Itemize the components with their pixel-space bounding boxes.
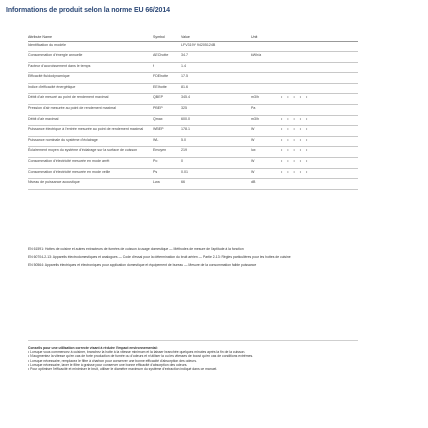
row-markers: • • • • •	[281, 116, 310, 121]
standard-line: EN 61591: Hottes de cuisine et autres extracteurs de fumées de cuisson à usage domestique — Méthodes de mesure de l'aptitude à la fonction	[28, 247, 244, 251]
row-attribute: Consommation d'électricité mesurée en mode arrêt	[28, 158, 110, 163]
standard-line: EN 50564: Appareils électriques et électroniques pour application domestique et équipement de bureau — Mesure de la consommation faible puissance	[28, 263, 257, 268]
row-value: 34.7	[181, 53, 188, 57]
tip-item: • Pour optimiser l'efficacité et minimiser le bruit, utiliser le diamètre maximum du système d'extraction indiqué dans ce manuel.	[28, 367, 218, 372]
row-symbol: PBEP	[153, 105, 163, 110]
tips-heading: Conseils pour une utilisation correcte visant à réduire l'impact environnemental:	[28, 346, 158, 350]
row-markers	[281, 73, 358, 84]
row-markers	[281, 42, 358, 52]
header-unit: Unit	[251, 35, 281, 42]
tips-block	[28, 346, 348, 371]
row-symbol: Qmax	[153, 116, 163, 121]
row-symbol: Lwa	[153, 180, 160, 185]
row-unit: W	[251, 158, 255, 163]
table-row	[28, 62, 358, 73]
row-unit: dB	[251, 180, 256, 185]
row-symbol: WBEP	[153, 127, 164, 132]
row-value: 325	[181, 105, 187, 110]
row-markers	[281, 62, 358, 73]
row-unit: lux	[251, 148, 256, 153]
table-row	[28, 126, 358, 137]
row-value: 0.01	[181, 169, 188, 174]
table-row	[28, 104, 358, 115]
product-info-table	[28, 35, 358, 190]
row-value: 178.1	[181, 127, 190, 132]
header-value: Value	[181, 35, 251, 42]
row-value: 345.4	[181, 95, 190, 100]
tip-item: • Lorsque nécessaire, remplacez le filtre à charbon pour conserver une bonne efficacité d'absorption des odeurs.	[28, 358, 197, 363]
row-symbol: Ps	[153, 169, 158, 174]
row-markers: • • • • •	[281, 137, 310, 142]
row-unit: W	[251, 127, 255, 132]
table-row	[28, 52, 358, 63]
divider	[28, 340, 358, 341]
table-row	[28, 115, 358, 126]
row-unit: Pa	[251, 105, 256, 110]
row-symbol	[153, 42, 181, 52]
row-symbol: Emoyen	[153, 148, 167, 153]
row-value: 81.6	[181, 84, 188, 89]
table-row	[28, 136, 358, 147]
row-attribute: Puissance électrique à l'entrée mesurée au point de rendement maximal	[28, 127, 144, 132]
row-markers	[281, 83, 358, 94]
row-markers: • • • • •	[281, 169, 310, 174]
row-markers: • • • • •	[281, 127, 310, 132]
row-symbol: Po	[153, 158, 158, 163]
row-attribute: Niveau de puissance acoustique	[28, 180, 80, 185]
row-attribute: Débit d'air maximal	[28, 116, 59, 121]
row-markers: • • • • •	[281, 148, 310, 153]
row-attribute: Débit d'air mesuré au point de rendement maximal	[28, 95, 109, 100]
row-attribute: Facteur d'accroissement dans le temps	[28, 63, 91, 68]
row-markers	[281, 52, 358, 63]
row-unit: W	[251, 169, 255, 174]
table-row	[28, 147, 358, 158]
row-symbol: EEIhotte	[153, 84, 167, 89]
row-attribute: Pression d'air mesurée au point de rendement maximal	[28, 105, 116, 110]
table-row	[28, 83, 358, 94]
standards-block	[28, 247, 348, 268]
page-title: Informations de produit selon la norme EU 66/2014	[6, 7, 170, 14]
row-markers: • • • • •	[281, 158, 310, 163]
row-unit	[251, 62, 281, 73]
row-unit: kWh/a	[251, 53, 262, 57]
standard-line: EN 60704-2-13: Appareils électrodomestiques et analogues — Code d'essai pour la détermination du bruit aérien — Partie 2-13: Règles particulières pour les hottes de cuisine	[28, 255, 291, 260]
row-markers: • • • • •	[281, 95, 310, 100]
row-symbol: f	[153, 63, 154, 68]
row-value: LFV319Y 94205124B	[181, 43, 216, 47]
row-value: 1.4	[181, 63, 186, 68]
table-row	[28, 168, 358, 179]
row-value: 600.0	[181, 116, 190, 121]
row-unit: m3/h	[251, 95, 259, 100]
table-row	[28, 179, 358, 190]
table-row	[28, 157, 358, 168]
header-symbol: Symbol	[153, 35, 181, 42]
row-symbol: AEChotte	[153, 53, 169, 57]
table-row	[28, 42, 358, 52]
row-attribute: Puissance nominale du système d'éclairage	[28, 137, 98, 142]
row-value: 66	[181, 180, 185, 185]
row-value: 0	[181, 158, 183, 163]
row-unit	[251, 73, 281, 84]
row-attribute: Indice d'efficacité énergétique	[28, 84, 76, 89]
table-row	[28, 94, 358, 105]
row-symbol: WL	[153, 137, 159, 142]
tip-item: • N'augmentez la vitesse qu'en cas de forte production de fumée ou d'odeurs et n'utiliser la ou les vitesses de boost qu'en cas de conditions extrêmes.	[28, 354, 254, 359]
row-attribute: Efficacité fluidodynamique	[28, 74, 70, 79]
row-value: 219	[181, 148, 187, 153]
row-markers	[281, 179, 358, 190]
row-attribute: Consommation d'énergie annuelle	[28, 53, 83, 57]
row-symbol: FDEhotte	[153, 74, 169, 79]
row-value: 17.5	[181, 74, 188, 79]
row-attribute: Consommation d'électricité mesurée en mode veille	[28, 169, 111, 174]
row-unit: W	[251, 137, 255, 142]
row-attribute: Éclairement moyen du système d'éclairage sur la surface de cuisson	[28, 148, 138, 153]
tip-item: • Lorsque nécessaire, laver le filtre à graisse pour conserver une bonne efficacité d'absorption des odeurs.	[28, 362, 188, 367]
row-markers	[281, 104, 358, 115]
row-unit	[251, 42, 281, 52]
table-row	[28, 73, 358, 84]
row-value: 5.0	[181, 137, 186, 142]
row-unit: m3/h	[251, 116, 259, 121]
tip-item: • Lorsque vous commencez à cuisiner, branchez la hotte à la vitesse minimum et la laisser branchée quelques minutes après la fin de la cuisson.	[28, 350, 246, 355]
header-attribute: Attribute Name	[28, 35, 153, 42]
row-attribute: Identification du modèle	[28, 43, 66, 47]
row-unit	[251, 83, 281, 94]
row-symbol: QBEP	[153, 95, 163, 100]
